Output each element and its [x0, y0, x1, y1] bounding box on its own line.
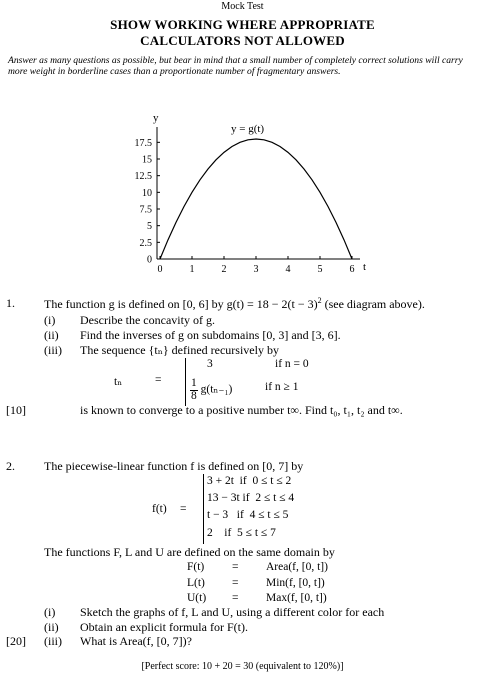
q1-conclusion: is known to converge to a positive number t∞. Find t₀, t₁, t₂ and t∞.	[80, 403, 403, 417]
seq-brace	[185, 358, 186, 406]
chart-x-tick-label: 1	[189, 264, 195, 275]
q1-intro-tail: (see diagram above).	[321, 297, 425, 311]
chart-g-of-t	[0, 105, 485, 295]
title-line-1: SHOW WORKING WHERE APPROPRIATE	[110, 17, 375, 32]
q1-intro-exponent: 2	[317, 296, 322, 305]
chart-y-tick-label: 0	[147, 254, 152, 266]
chart-title: y = g(t)	[231, 123, 265, 135]
f-equals: =	[180, 503, 187, 515]
q2-ii-text: Obtain an explicit formula for F(t).	[80, 620, 248, 634]
chart-y-tick-label: 5	[147, 221, 152, 233]
q1-marks: [10]	[6, 403, 26, 417]
seq-case2	[190, 378, 232, 402]
seq-case2-value: g(tₙ₋₁)	[200, 383, 233, 396]
seq-fraction	[190, 378, 198, 402]
def-F-rhs: Area(f, [0, t])	[266, 561, 328, 573]
f-case-4: 2 if 5 ≤ t ≤ 7	[207, 527, 276, 539]
seq-lhs: tₙ	[114, 376, 123, 388]
seq-fraction-numerator: 1	[191, 377, 197, 389]
seq-case2-condition: if n ≥ 1	[265, 381, 299, 393]
def-U-eq: =	[232, 592, 239, 604]
def-U-lhs: U(t)	[187, 592, 207, 604]
f-case-3: t − 3 if 4 ≤ t ≤ 5	[207, 509, 289, 521]
q1-iii-text: The sequence {tₙ} defined recursively by	[80, 343, 279, 357]
f-lhs: f(t)	[152, 503, 167, 515]
def-L-lhs: L(t)	[187, 577, 205, 589]
title-line-2: CALCULATORS NOT ALLOWED	[140, 33, 345, 48]
f-brace	[203, 474, 204, 544]
q2-marks: [20]	[6, 634, 26, 648]
q1-number: 1.	[6, 296, 15, 310]
chart-y-tick-label: 2.5	[139, 237, 152, 249]
chart-x-tick-label: 4	[285, 264, 291, 275]
def-L-eq: =	[232, 577, 239, 589]
chart-y-tick-label: 15	[142, 154, 152, 166]
chart-y-tick-label: 17.5	[134, 137, 152, 149]
q1-i-text: Describe the concavity of g.	[80, 313, 215, 327]
seq-equals: =	[155, 374, 162, 386]
chart-x-tick-label: 6	[349, 264, 355, 275]
mock-test-label: Mock Test	[221, 1, 264, 12]
q1-iii-label: (iii)	[44, 343, 62, 357]
chart-x-tick-label: 5	[317, 264, 323, 275]
q1-intro	[44, 296, 425, 312]
chart-y-axis-label: y	[153, 112, 159, 124]
q1-ii-text: Find the inverses of g on subdomains [0, 3] and [3, 6].	[80, 328, 341, 342]
chart-x-axis-label: t	[363, 261, 367, 273]
chart-y-tick-label: 7.5	[139, 204, 152, 216]
f-case-1: 3 + 2t if 0 ≤ t ≤ 2	[207, 475, 292, 487]
q2-i-text: Sketch the graphs of f, L and U, using a different color for each	[80, 605, 385, 619]
seq-fraction-denominator: 8	[191, 389, 197, 402]
q2-iii-text: What is Area(f, [0, 7])?	[80, 634, 192, 648]
q2-number: 2.	[6, 459, 15, 473]
q2-defs-intro: The functions F, L and U are defined on the same domain by	[44, 545, 335, 559]
q1-i-label: (i)	[44, 313, 56, 327]
f-case-2: 13 − 3t if 2 ≤ t ≤ 4	[207, 492, 295, 504]
perfect-score: [Perfect score: 10 + 20 = 30 (equivalent to 120%)]	[141, 661, 344, 672]
chart-y-tick-label: 12.5	[134, 171, 152, 183]
q2-i-label: (i)	[44, 605, 56, 619]
seq-case1-condition: if n = 0	[275, 358, 309, 370]
def-L-rhs: Min(f, [0, t])	[266, 577, 325, 589]
q2-ii-label: (ii)	[44, 620, 59, 634]
q1-ii-label: (ii)	[44, 328, 59, 342]
def-F-eq: =	[232, 561, 239, 573]
chart-series-line	[160, 139, 352, 259]
chart-x-tick-label: 3	[253, 264, 259, 275]
q2-intro: The piecewise-linear function f is defined on [0, 7] by	[44, 459, 304, 473]
def-F-lhs: F(t)	[187, 561, 205, 573]
chart-y-tick-label: 10	[142, 187, 152, 199]
seq-case1-value: 3	[207, 358, 213, 370]
def-U-rhs: Max(f, [0, t])	[266, 592, 327, 604]
instructions: Answer as many questions as possible, but bear in mind that a small number of completely correct solutions will carry more weight in borderline cases than a proportionate number of fragmentary answers.	[8, 55, 463, 77]
chart-x-tick-label: 0	[157, 264, 163, 275]
q1-intro-text: The function g is defined on [0, 6] by g(t) = 18 − 2(t − 3)	[44, 297, 318, 311]
chart-x-tick-label: 2	[221, 264, 227, 275]
q2-iii-label: (iii)	[44, 634, 62, 648]
